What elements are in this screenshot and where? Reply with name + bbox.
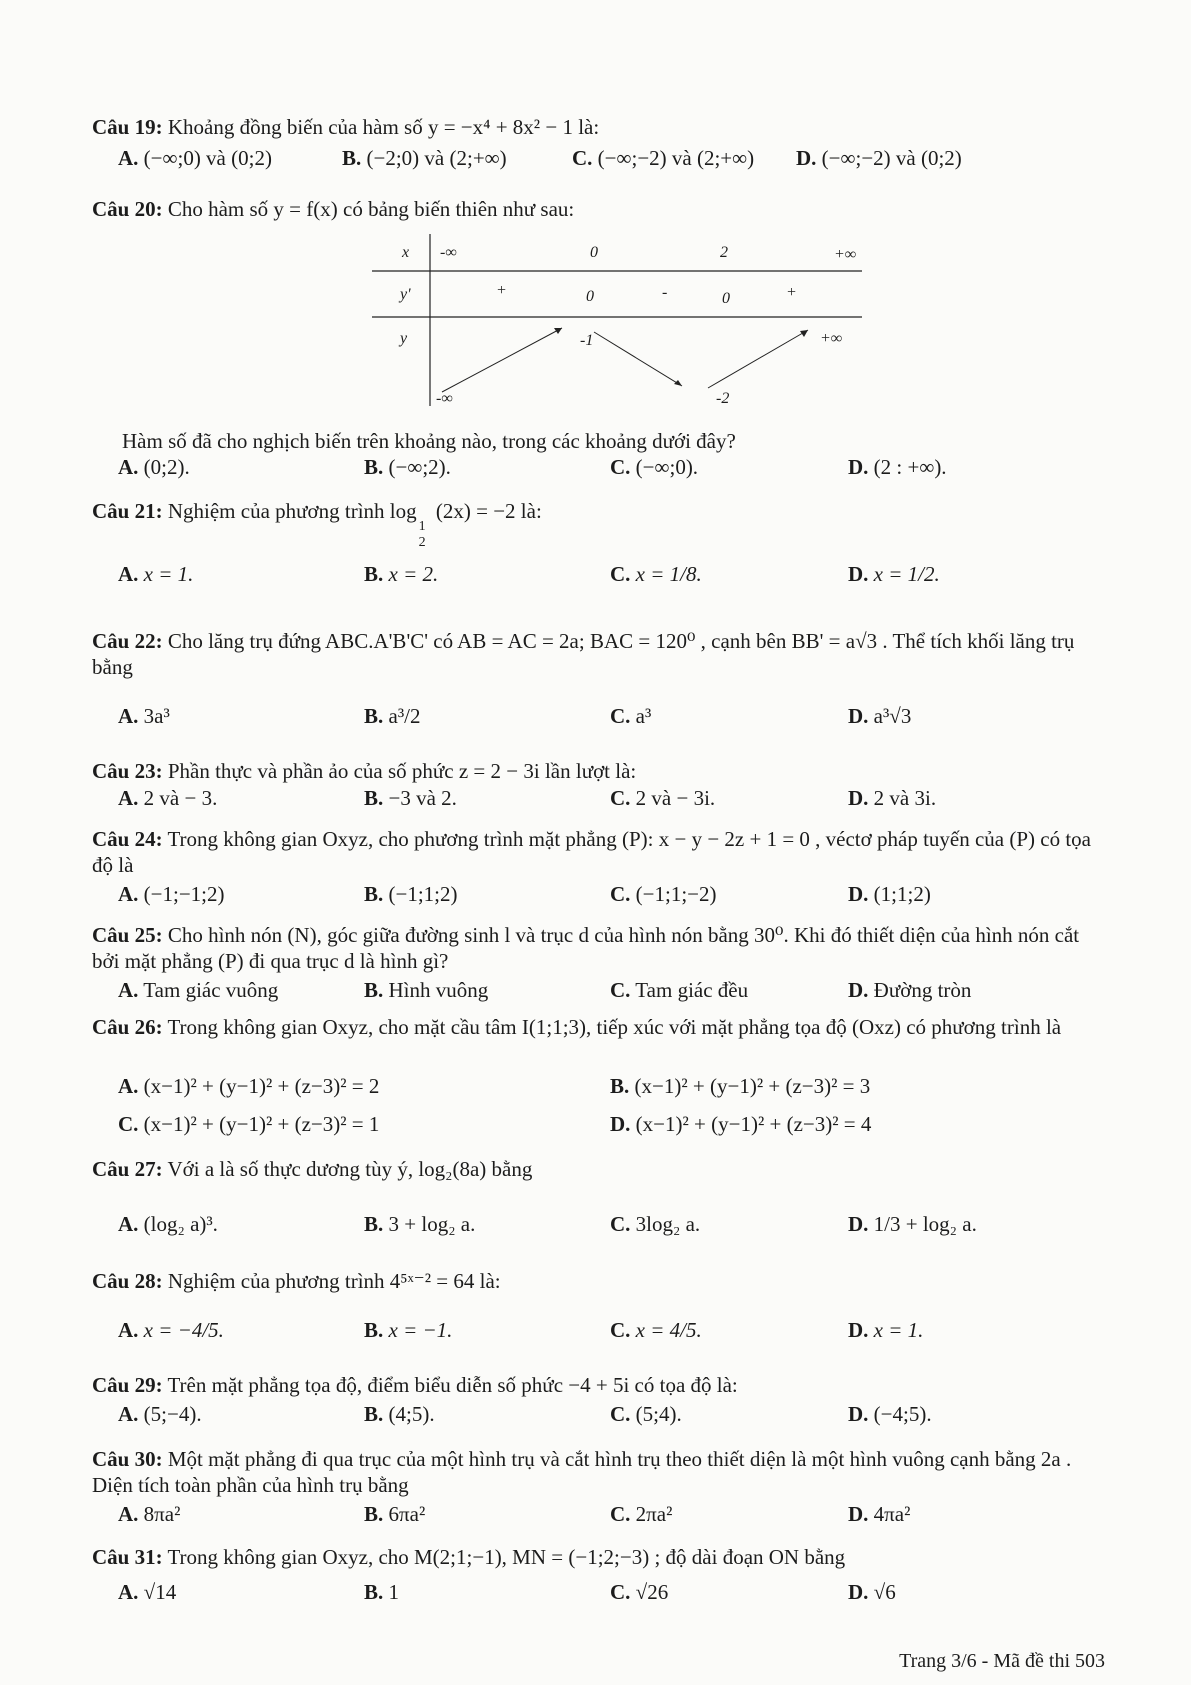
options-26-row2: C. (x−1)² + (y−1)² + (z−3)² = 1 D. (x−1)² + (y−1)² + (z−3)² = 4 bbox=[118, 1112, 872, 1136]
option-b: (x−1)² + (y−1)² + (z−3)² = 3 bbox=[634, 1074, 871, 1098]
options-29: A. (5;−4). B. (4;5). C. (5;4). D. (−4;5). bbox=[118, 1402, 932, 1426]
yp-value: + bbox=[786, 284, 797, 301]
question-22 bbox=[92, 628, 1111, 680]
question-21: Câu 21: Nghiệm của phương trình log 1 2 (2x) = −2 là: bbox=[92, 499, 542, 550]
options-23: A. 2 và − 3. B. −3 và 2. C. 2 và − 3i. D. 2 và 3i. bbox=[118, 786, 937, 810]
question-text: Nghiệm của phương trình 4⁵ˣ⁻² = 64 là: bbox=[167, 1269, 501, 1293]
question-text: Một mặt phẳng đi qua trục của một hình trụ và cắt hình trụ theo thiết diện là một hình vuông cạnh bằng 2a . Diện tích toàn phần của hình trụ bằng bbox=[92, 1447, 1072, 1497]
y-label: y bbox=[400, 330, 408, 347]
option-a: (log₂ a)³. bbox=[143, 1212, 218, 1236]
question-text: Với a là số thực dương tùy ý, log₂(8a) bằng bbox=[167, 1157, 533, 1181]
option-a: 3a³ bbox=[143, 704, 170, 728]
option-a: 2 và − 3. bbox=[143, 786, 218, 810]
question-text: Trong không gian Oxyz, cho phương trình mặt phẳng (P): x − y − 2z + 1 = 0 , véctơ pháp tuyến của (P) có tọa độ là bbox=[92, 827, 1092, 877]
options-26-row1: A. (x−1)² + (y−1)² + (z−3)² = 2 B. (x−1)² + (y−1)² + (z−3)² = 3 bbox=[118, 1074, 871, 1098]
x-value: +∞ bbox=[834, 246, 857, 263]
options-30: A. 8πa² B. 6πa² C. 2πa² D. 4πa² bbox=[118, 1502, 911, 1526]
question-text: Phần thực và phần ảo của số phức z = 2 − 3i lần lượt là: bbox=[167, 759, 637, 783]
question-number: Câu 22: bbox=[92, 629, 163, 653]
option-b: a³/2 bbox=[388, 704, 421, 728]
question-text: Trong không gian Oxyz, cho M(2;1;−1), MN = (−1;2;−3) ; độ dài đoạn ON bằng bbox=[167, 1545, 846, 1569]
option-c: (−∞;−2) và (2;+∞) bbox=[597, 146, 755, 170]
question-number: Câu 30: bbox=[92, 1447, 163, 1471]
option-a: Tam giác vuông bbox=[143, 978, 279, 1002]
options-21: A. x = 1. B. x = 2. C. x = 1/8. D. x = 1/2. bbox=[118, 562, 940, 586]
options-31: A. √14 B. 1 C. √26 D. √6 bbox=[118, 1580, 896, 1604]
question-number: Câu 31: bbox=[92, 1545, 163, 1569]
question-number: Câu 25: bbox=[92, 923, 163, 947]
question-number: Câu 26: bbox=[92, 1015, 163, 1039]
question-text: Nghiệm của phương trình log bbox=[167, 499, 417, 523]
option-c: (5;4). bbox=[635, 1402, 682, 1426]
question-text: Cho hàm số y = f(x) có bảng biến thiên như sau: bbox=[167, 197, 575, 221]
option-d: (1;1;2) bbox=[873, 882, 931, 906]
option-c: √26 bbox=[635, 1580, 669, 1604]
option-d: 4πa² bbox=[873, 1502, 911, 1526]
options-25: A. Tam giác vuông B. Hình vuông C. Tam giác đều D. Đường tròn bbox=[118, 978, 972, 1002]
y-value: -1 bbox=[580, 332, 594, 349]
options-22: A. 3a³ B. a³/2 C. a³ D. a³√3 bbox=[118, 704, 912, 728]
option-b: (−2;0) và (2;+∞) bbox=[366, 146, 507, 170]
option-d: (−4;5). bbox=[873, 1402, 932, 1426]
option-b: (4;5). bbox=[388, 1402, 435, 1426]
option-c: 2 và − 3i. bbox=[635, 786, 716, 810]
question-text: Trên mặt phẳng tọa độ, điểm biểu diễn số phức −4 + 5i có tọa độ là: bbox=[167, 1373, 738, 1397]
x-value: 2 bbox=[720, 244, 728, 261]
question-25 bbox=[92, 922, 1111, 974]
option-d: (2 : +∞). bbox=[873, 455, 947, 479]
question-number: Câu 19: bbox=[92, 115, 163, 139]
question-text: Trong không gian Oxyz, cho mặt cầu tâm I(1;1;3), tiếp xúc với mặt phẳng tọa độ (Oxz) có phương trình là bbox=[167, 1015, 1062, 1039]
question-number: Câu 27: bbox=[92, 1157, 163, 1181]
question-text: Khoảng đồng biến của hàm số y = −x⁴ + 8x² − 1 là: bbox=[167, 115, 600, 139]
question-number: Câu 23: bbox=[92, 759, 163, 783]
option-a: (5;−4). bbox=[143, 1402, 202, 1426]
option-c: (−1;1;−2) bbox=[635, 882, 717, 906]
question-number: Câu 28: bbox=[92, 1269, 163, 1293]
option-b: 3 + log₂ a. bbox=[388, 1212, 476, 1236]
option-b: 6πa² bbox=[388, 1502, 426, 1526]
option-c: Tam giác đều bbox=[635, 978, 749, 1002]
option-b: (−∞;2). bbox=[388, 455, 451, 479]
option-b: 1 bbox=[388, 1580, 400, 1604]
question-20 bbox=[92, 196, 1111, 222]
x-value: 0 bbox=[590, 244, 598, 261]
option-a: (−1;−1;2) bbox=[143, 882, 225, 906]
y-value: +∞ bbox=[820, 330, 843, 347]
option-d: √6 bbox=[873, 1580, 896, 1604]
option-d: 1/3 + log₂ a. bbox=[873, 1212, 977, 1236]
question-26 bbox=[92, 1014, 1111, 1040]
yp-value: 0 bbox=[722, 290, 730, 307]
option-b: Hình vuông bbox=[388, 978, 489, 1002]
option-b: −3 và 2. bbox=[388, 786, 457, 810]
option-a: (x−1)² + (y−1)² + (z−3)² = 2 bbox=[143, 1074, 380, 1098]
option-d: (x−1)² + (y−1)² + (z−3)² = 4 bbox=[635, 1112, 872, 1136]
question-30 bbox=[92, 1446, 1111, 1498]
question-text-tail: (2x) = −2 là: bbox=[435, 499, 542, 523]
question-24 bbox=[92, 826, 1111, 878]
x-value: -∞ bbox=[440, 244, 457, 261]
question-number: Câu 29: bbox=[92, 1373, 163, 1397]
options-27: A. (log₂ a)³. B. 3 + log₂ a. C. 3log₂ a. D. 1/3 + log₂ a. bbox=[118, 1212, 977, 1236]
y-value: -∞ bbox=[436, 390, 453, 407]
options-28: A. x = −4/5. B. x = −1. C. x = 4/5. D. x = 1. bbox=[118, 1318, 924, 1342]
question-29 bbox=[92, 1372, 1111, 1398]
y-value: -2 bbox=[716, 390, 730, 407]
option-d: x = 1. bbox=[873, 1318, 924, 1342]
option-c: x = 4/5. bbox=[635, 1318, 702, 1342]
option-b: x = 2. bbox=[388, 562, 439, 586]
option-c: x = 1/8. bbox=[635, 562, 702, 586]
option-a: √14 bbox=[143, 1580, 177, 1604]
x-label: x bbox=[402, 244, 410, 261]
question-text: Cho lăng trụ đứng ABC.A'B'C' có AB = AC = 2a; BAC = 120⁰ , cạnh bên BB' = a√3 . Thể tích khối lăng trụ bằng bbox=[92, 629, 1075, 679]
options-20: A. (0;2). B. (−∞;2). C. (−∞;0). D. (2 : +∞). bbox=[118, 455, 947, 479]
yp-label: y' bbox=[400, 286, 411, 303]
question-27 bbox=[92, 1156, 1111, 1182]
yp-value: - bbox=[662, 284, 668, 301]
question-23 bbox=[92, 758, 1111, 784]
option-c: (−∞;0). bbox=[635, 455, 699, 479]
variation-table bbox=[372, 234, 862, 406]
question-20-ask bbox=[122, 428, 1111, 454]
option-a: x = −4/5. bbox=[143, 1318, 224, 1342]
option-d: 2 và 3i. bbox=[873, 786, 937, 810]
option-a: x = 1. bbox=[143, 562, 194, 586]
question-28 bbox=[92, 1268, 1111, 1294]
question-31 bbox=[92, 1544, 1111, 1570]
option-d: x = 1/2. bbox=[873, 562, 940, 586]
option-d: a³√3 bbox=[873, 704, 912, 728]
option-a: (−∞;0) và (0;2) bbox=[143, 146, 272, 170]
question-number: Câu 24: bbox=[92, 827, 163, 851]
option-b: (−1;1;2) bbox=[388, 882, 458, 906]
options-24: A. (−1;−1;2) B. (−1;1;2) C. (−1;1;−2) D. (1;1;2) bbox=[118, 882, 931, 906]
option-d: Đường tròn bbox=[873, 978, 972, 1002]
question-number: Câu 21: bbox=[92, 499, 163, 523]
option-a: 8πa² bbox=[143, 1502, 181, 1526]
options-19: A. (−∞;0) và (0;2) B. (−2;0) và (2;+∞) C. (−∞;−2) và (2;+∞) D. (−∞;−2) và (0;2) bbox=[118, 146, 962, 170]
option-c: (x−1)² + (y−1)² + (z−3)² = 1 bbox=[143, 1112, 380, 1136]
question-text: Cho hình nón (N), góc giữa đường sinh l và trục d của hình nón bằng 30⁰. Khi đó thiết diện của hình nón cắt bởi mặt phẳng (P) đi qua trục d là hình gì? bbox=[92, 923, 1080, 973]
option-b: x = −1. bbox=[388, 1318, 453, 1342]
yp-value: 0 bbox=[586, 288, 594, 305]
page-footer: Trang 3/6 - Mã đề thi 503 bbox=[899, 1650, 1105, 1672]
option-d: (−∞;−2) và (0;2) bbox=[821, 146, 962, 170]
option-c: 2πa² bbox=[635, 1502, 673, 1526]
option-c: 3log₂ a. bbox=[635, 1212, 701, 1236]
question-text: Hàm số đã cho nghịch biến trên khoảng nào, trong các khoảng dưới đây? bbox=[122, 429, 736, 453]
option-c: a³ bbox=[635, 704, 652, 728]
question-19 bbox=[92, 114, 1111, 140]
option-a: (0;2). bbox=[143, 455, 190, 479]
yp-value: + bbox=[496, 282, 507, 299]
question-number: Câu 20: bbox=[92, 197, 163, 221]
